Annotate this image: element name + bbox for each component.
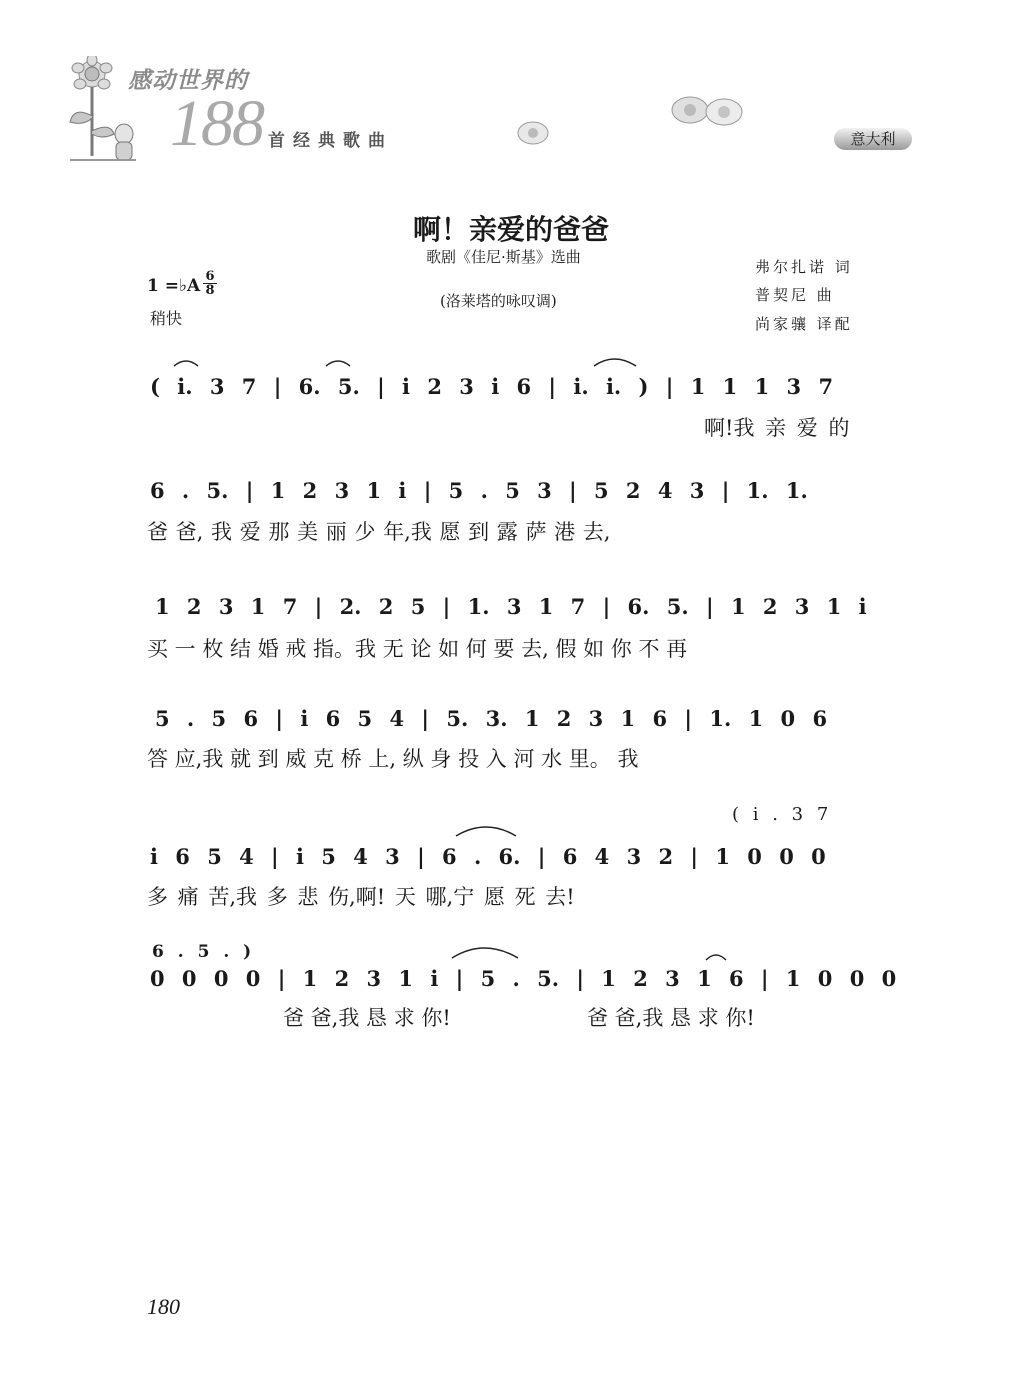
key-label: 1 =♭A <box>147 276 201 296</box>
score-line-2: 6 . 5. | 1 2 3 1 i | 5 . 5 3 | 5 2 4 3 | 1. 1. <box>150 478 808 503</box>
lyrics-line-4: 答 应,我 就 到 威 克 桥 上, 纵 身 投 入 河 水 里。 我 <box>147 747 639 771</box>
aria-note: (洛莱塔的咏叹调) <box>440 292 557 310</box>
series-number: 188 <box>170 87 263 160</box>
time-bottom: 8 <box>205 283 215 298</box>
key-signature <box>147 276 200 296</box>
daisy-icon <box>516 120 550 150</box>
lyrics-line-2: 爸 爸, 我 爱 那 美 丽 少 年,我 愿 到 露 萨 港 去, <box>147 520 611 544</box>
lyricist-credit: 弗尔扎诺 词 <box>755 258 853 276</box>
country-badge: 意大利 <box>834 128 912 150</box>
upper-voice-6: 6 . 5 . ) <box>152 942 252 962</box>
lyrics-line-6a: 爸 爸,我 恳 求 你! <box>283 1006 451 1030</box>
upper-voice-5: ( i . 3 7 <box>732 804 829 825</box>
translator-credit: 尚家骧 译配 <box>755 315 853 333</box>
score-line-1: ( i. 3 7 | 6. 5. | i 2 3 i 6 | i. i. ) | 1 1 1 3 7 <box>150 374 834 399</box>
score-line-6: 0 0 0 0 | 1 2 3 1 i | 5 . 5. | 1 2 3 1 6 | 1 0 0 0 <box>150 966 897 991</box>
lyrics-line-1: 啊!我 亲 爱 的 <box>704 416 850 440</box>
lyrics-line-3: 买 一 枚 结 婚 戒 指。我 无 论 如 何 要 去, 假 如 你 不 再 <box>147 637 688 661</box>
series-line1: 感动世界的 <box>128 68 248 94</box>
daisy-pair-icon <box>668 92 748 132</box>
score-line-5: i 6 5 4 | i 5 4 3 | 6 . 6. | 6 4 3 2 | 1 0 0 0 <box>150 844 826 869</box>
time-signature <box>203 270 217 297</box>
composer-credit: 普契尼 曲 <box>755 286 835 304</box>
page-number: 180 <box>147 1294 180 1319</box>
song-subtitle: 歌剧《佳尼·斯基》选曲 <box>426 248 581 266</box>
song-title: 啊！亲爱的爸爸 <box>412 213 609 246</box>
lyrics-line-6b: 爸 爸,我 恳 求 你! <box>587 1006 755 1030</box>
score-line-4: 5 . 5 6 | i 6 5 4 | 5. 3. 1 2 3 1 6 | 1. 1 0 6 <box>155 706 828 731</box>
series-line2: 首经典歌曲 <box>268 131 393 151</box>
time-top: 6 <box>205 269 215 284</box>
tempo-marking: 稍快 <box>150 309 183 328</box>
lyrics-line-5: 多 痛 苦,我 多 悲 伤,啊! 天 哪,宁 愿 死 去! <box>147 885 575 909</box>
score-line-3: 1 2 3 1 7 | 2. 2 5 | 1. 3 1 7 | 6. 5. | 1 2 3 1 i <box>155 594 867 619</box>
